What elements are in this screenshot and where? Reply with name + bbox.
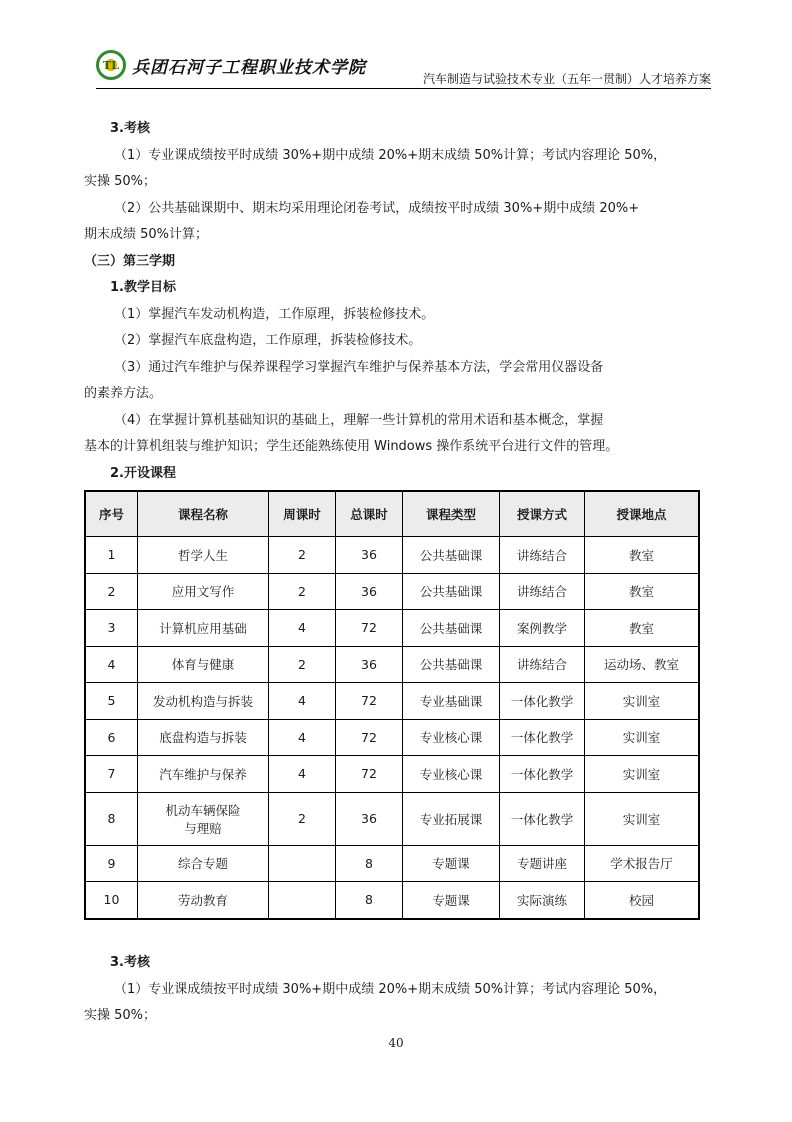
table-cell: 发动机构造与拆装 [138,683,269,720]
table-cell: 汽车维护与保养 [138,756,269,793]
table-cell: 36 [336,792,403,845]
table-row [85,610,699,647]
table-cell: 教室 [585,573,700,610]
school-logo [96,50,366,80]
table-row [85,792,699,845]
column-header: 授课方式 [500,491,585,537]
column-header: 授课地点 [585,491,700,537]
table-row [85,756,699,793]
table-cell: 实际演练 [500,882,585,919]
column-header: 课程类型 [403,491,500,537]
table-cell [269,882,336,919]
table-cell: 学术报告厅 [585,845,700,882]
column-header: 课程名称 [138,491,269,537]
table-row [85,882,699,919]
column-header: 总课时 [336,491,403,537]
table-cell: 讲练结合 [500,573,585,610]
table-cell: 底盘构造与拆装 [138,719,269,756]
table-cell: 公共基础课 [403,573,500,610]
column-header: 周课时 [269,491,336,537]
table-cell: 9 [85,845,138,882]
table-cell: 运动场、教室 [585,646,700,683]
table-cell: 公共基础课 [403,537,500,574]
table-cell: 教室 [585,537,700,574]
table-cell: 72 [336,683,403,720]
table-cell: 讲练结合 [500,537,585,574]
table-cell: 教室 [585,610,700,647]
table-cell: 4 [85,646,138,683]
table-cell [269,845,336,882]
paragraph: （1）专业课成绩按平时成绩 30%+期中成绩 20%+期末成绩 50%计算；考试内容理论 50%， [114,147,667,163]
table-cell: 10 [85,882,138,919]
table-cell: 2 [85,573,138,610]
column-header: 序号 [85,491,138,537]
table-cell: 体育与健康 [138,646,269,683]
page-number: 40 [388,1036,404,1050]
paragraph: （1）专业课成绩按平时成绩 30%+期中成绩 20%+期末成绩 50%计算；考试内容理论 50%， [114,981,667,997]
paragraph: 实操 50%； [84,174,157,189]
table-cell: 专题课 [403,882,500,919]
table-cell: 2 [269,573,336,610]
table-cell: 6 [85,719,138,756]
table-cell: 实训室 [585,756,700,793]
table-cell: 36 [336,573,403,610]
table-cell: 一体化教学 [500,792,585,845]
main-content [84,116,714,487]
course-name-line: 与理赔 [184,820,222,836]
table-cell: 3 [85,610,138,647]
table-cell: 讲练结合 [500,646,585,683]
table-cell [138,792,269,845]
table-cell: 实训室 [585,792,700,845]
table-cell: 36 [336,537,403,574]
table-cell: 专题课 [403,845,500,882]
table-cell: 专业核心课 [403,756,500,793]
table-cell: 综合专题 [138,845,269,882]
section-heading-goals: 1.教学目标 [110,280,176,295]
paragraph: （2）掌握汽车底盘构造，工作原理，拆装检修技术。 [114,333,422,348]
table-cell: 计算机应用基础 [138,610,269,647]
course-name-line: 机动车辆保险 [165,802,241,818]
table-cell: 4 [269,719,336,756]
table-row [85,719,699,756]
section-heading-courses: 2.开设课程 [110,465,176,481]
course-table [84,490,700,920]
paragraph: （1）掌握汽车发动机构造，工作原理，拆装检修技术。 [114,306,435,322]
table-cell: 4 [269,683,336,720]
table-cell: 公共基础课 [403,610,500,647]
table-cell: 72 [336,719,403,756]
paragraph: 期末成绩 50%计算； [84,227,209,242]
table-cell: 实训室 [585,719,700,756]
table-cell: 5 [85,683,138,720]
semester-heading: （三）第三学期 [84,253,176,269]
table-cell: 2 [269,646,336,683]
school-name: 兵团石河子工程职业技术学院 [132,57,366,78]
table-cell: 7 [85,756,138,793]
table-cell: 实训室 [585,683,700,720]
table-cell: 专业拓展课 [403,792,500,845]
table-row [85,845,699,882]
paragraph: 实操 50%； [84,1008,157,1023]
section-heading-assessment: 3.考核 [110,955,150,970]
logo-emblem-icon: TL [96,50,126,80]
table-cell: 一体化教学 [500,719,585,756]
table-cell: 专业核心课 [403,719,500,756]
table-cell: 专题讲座 [500,845,585,882]
table-header-row [85,491,699,537]
table-cell: 案例教学 [500,610,585,647]
paragraph: 的素养方法。 [84,386,163,401]
page-header [96,48,711,88]
table-row [85,537,699,574]
table-cell: 36 [336,646,403,683]
table-cell: 校园 [585,882,700,919]
header-divider [96,88,711,89]
table-cell: 应用文写作 [138,573,269,610]
table-row [85,683,699,720]
paragraph: （4）在掌握计算机基础知识的基础上，理解一些计算机的常用术语和基本概念，掌握 [114,412,604,428]
table-row [85,573,699,610]
table-cell: 一体化教学 [500,756,585,793]
paragraph: 基本的计算机组装与维护知识；学生还能熟练使用 Windows 操作系统平台进行文件的管理。 [84,439,619,454]
table-cell: 2 [269,792,336,845]
table-cell: 8 [85,792,138,845]
table-cell: 8 [336,845,403,882]
table-cell: 72 [336,610,403,647]
table-cell: 一体化教学 [500,683,585,720]
table-cell: 2 [269,537,336,574]
bottom-content [84,950,714,1030]
table-cell: 72 [336,756,403,793]
table-cell: 专业基础课 [403,683,500,720]
table-cell: 8 [336,882,403,919]
table-row [85,646,699,683]
table-cell: 4 [269,610,336,647]
table-cell: 1 [85,537,138,574]
section-heading-assessment: 3.考核 [110,121,150,136]
paragraph: （2）公共基础课期中、期末均采用理论闭卷考试，成绩按平时成绩 30%+期中成绩 20%+ [114,200,640,216]
paragraph: （3）通过汽车维护与保养课程学习掌握汽车维护与保养基本方法，学会常用仪器设备 [114,359,604,375]
table-cell: 劳动教育 [138,882,269,919]
document-title: 汽车制造与试验技术专业（五年一贯制）人才培养方案 [422,72,711,86]
table-cell: 哲学人生 [138,537,269,574]
table-cell: 4 [269,756,336,793]
table-cell: 公共基础课 [403,646,500,683]
